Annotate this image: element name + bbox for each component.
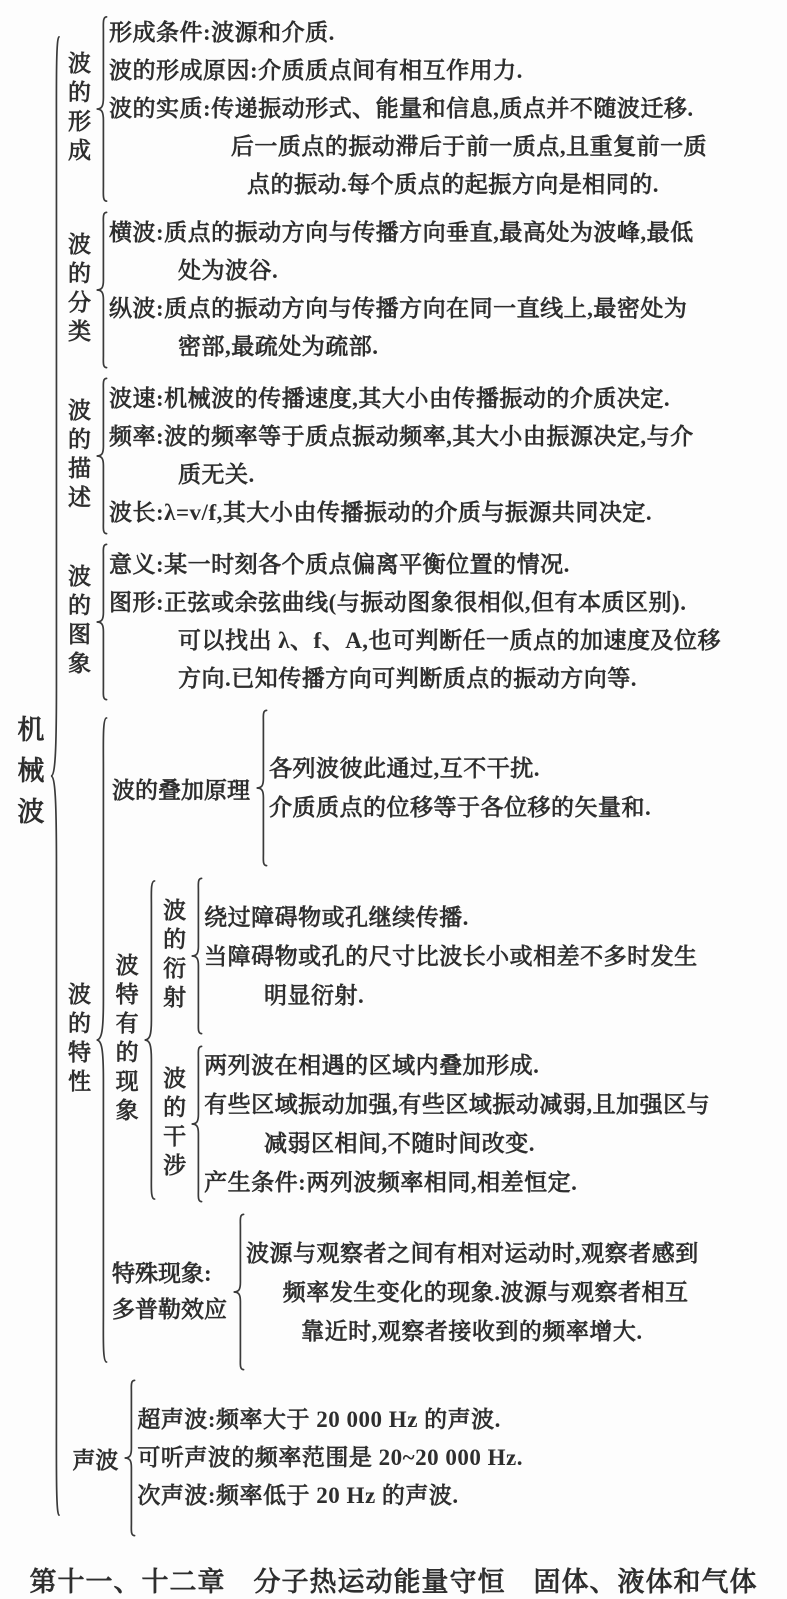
text-line: 形成条件:波源和介质. xyxy=(108,20,335,45)
text-line: 频率发生变化的现象.波源与观察者相互 xyxy=(282,1279,689,1305)
text-line: 波的形成原因:介质质点间有相互作用力. xyxy=(108,58,523,83)
branch-doppler-label xyxy=(109,1256,230,1328)
branch-interference xyxy=(157,1044,711,1204)
brace xyxy=(93,376,109,536)
text-line: 可听声波的频率范围是 20~20 000 Hz. xyxy=(137,1445,523,1470)
text-line: 当障碍物或孔的尺寸比波长小或相差不多时发生 xyxy=(204,943,698,969)
doppler-label-line: 多普勒效应 xyxy=(111,1297,227,1322)
text-line: 密部,最疏处为疏部. xyxy=(177,334,379,359)
text-line: 波的实质:传递振动形式、能量和信息,质点并不随波迁移. xyxy=(108,96,694,121)
text-line: 意义:某一时刻各个质点偏离平衡位置的情况. xyxy=(108,552,570,577)
brace xyxy=(93,210,109,370)
branch-interference-label: 波的干涉 xyxy=(160,1066,186,1182)
text-line: 处为波谷. xyxy=(177,258,279,283)
brace xyxy=(121,1378,137,1538)
text-line: 介质质点的位移等于各位移的矢量和. xyxy=(268,795,652,820)
branch-graph-label: 波的图象 xyxy=(64,564,90,680)
brace xyxy=(188,1044,204,1204)
text-line: 产生条件:两列波频率相同,相差恒定. xyxy=(204,1170,578,1195)
branch-description xyxy=(61,376,721,536)
branch-classification-label: 波的分类 xyxy=(64,232,90,348)
text-line: 波长:λ=v/f,其大小由传播振动的介质与振源共同决定. xyxy=(108,500,653,525)
branch-diffraction-label: 波的衍射 xyxy=(160,898,186,1014)
text-line: 有些区域振动加强,有些区域振动减弱,且加强区与 xyxy=(204,1092,711,1117)
brace xyxy=(93,542,109,702)
branch-doppler xyxy=(109,1212,710,1372)
chapter-caption: 第十一、十二章 分子热运动能量守恒 固体、液体和气体 xyxy=(29,1567,758,1597)
branch-formation xyxy=(61,14,721,204)
text-line: 后一质点的振动滞后于前一质点,且重复前一质 xyxy=(230,134,708,159)
brace xyxy=(93,708,109,1372)
text-line: 超声波:频率大于 20 000 Hz 的声波. xyxy=(137,1407,501,1432)
branch-graph xyxy=(61,542,721,702)
text-line: 可以找出 λ、f、A,也可判断任一质点的加速度及位移 xyxy=(177,628,722,653)
branch-phenomena xyxy=(109,876,710,1204)
root-brace xyxy=(48,14,61,1538)
text-line: 横波:质点的振动方向与传播方向垂直,最高处为波峰,最低 xyxy=(108,220,694,245)
text-line: 靠近时,观察者接收到的频率增大. xyxy=(301,1318,643,1344)
text-line: 图形:正弦或余弦曲线(与振动图象很相似,但有本质区别). xyxy=(108,590,687,615)
brace xyxy=(230,1212,246,1372)
brace xyxy=(188,876,204,1036)
text-line: 次声波:频率低于 20 Hz 的声波. xyxy=(137,1483,459,1508)
text-line: 点的振动.每个质点的起振方向是相同的. xyxy=(246,172,659,197)
text-line: 波源与观察者之间有相对运动时,观察者感到 xyxy=(245,1240,699,1266)
branch-superposition xyxy=(109,708,710,868)
text-line: 波速:机械波的传播速度,其大小由传播振动的介质决定. xyxy=(108,386,671,411)
doppler-label-line: 特殊现象: xyxy=(111,1261,212,1286)
branch-properties xyxy=(61,708,721,1372)
branch-superposition-label: 波的叠加原理 xyxy=(111,777,250,803)
branch-sound xyxy=(61,1378,721,1538)
branch-properties-label: 波的特性 xyxy=(64,982,90,1098)
branch-phenomena-label: 波特有的现象 xyxy=(112,953,138,1127)
text-line: 各列波彼此通过,互不干扰. xyxy=(268,756,540,781)
branch-formation-label: 波的形成 xyxy=(64,51,90,167)
branch-classification xyxy=(61,210,721,370)
text-line: 绕过障碍物或孔继续传播. xyxy=(204,904,469,930)
text-line: 方向.已知传播方向可判断质点的振动方向等. xyxy=(177,666,637,691)
text-line: 质无关. xyxy=(177,462,255,487)
branch-description-label: 波的描述 xyxy=(64,398,90,514)
text-line: 两列波在相遇的区域内叠加形成. xyxy=(204,1053,540,1078)
text-line: 频率:波的频率等于质点振动频率,其大小由振源决定,与介 xyxy=(108,424,694,449)
brace xyxy=(141,876,157,1204)
text-line: 明显衍射. xyxy=(263,982,365,1008)
branch-sound-label: 声波 xyxy=(72,1447,119,1473)
branches xyxy=(61,14,721,1538)
brace xyxy=(93,14,109,204)
root-label: 机械波 xyxy=(13,714,44,838)
branch-diffraction xyxy=(157,876,711,1036)
text-line: 减弱区相间,不随时间改变. xyxy=(263,1131,535,1156)
text-line: 纵波:质点的振动方向与传播方向在同一直线上,最密处为 xyxy=(108,296,688,321)
brace xyxy=(253,708,269,868)
